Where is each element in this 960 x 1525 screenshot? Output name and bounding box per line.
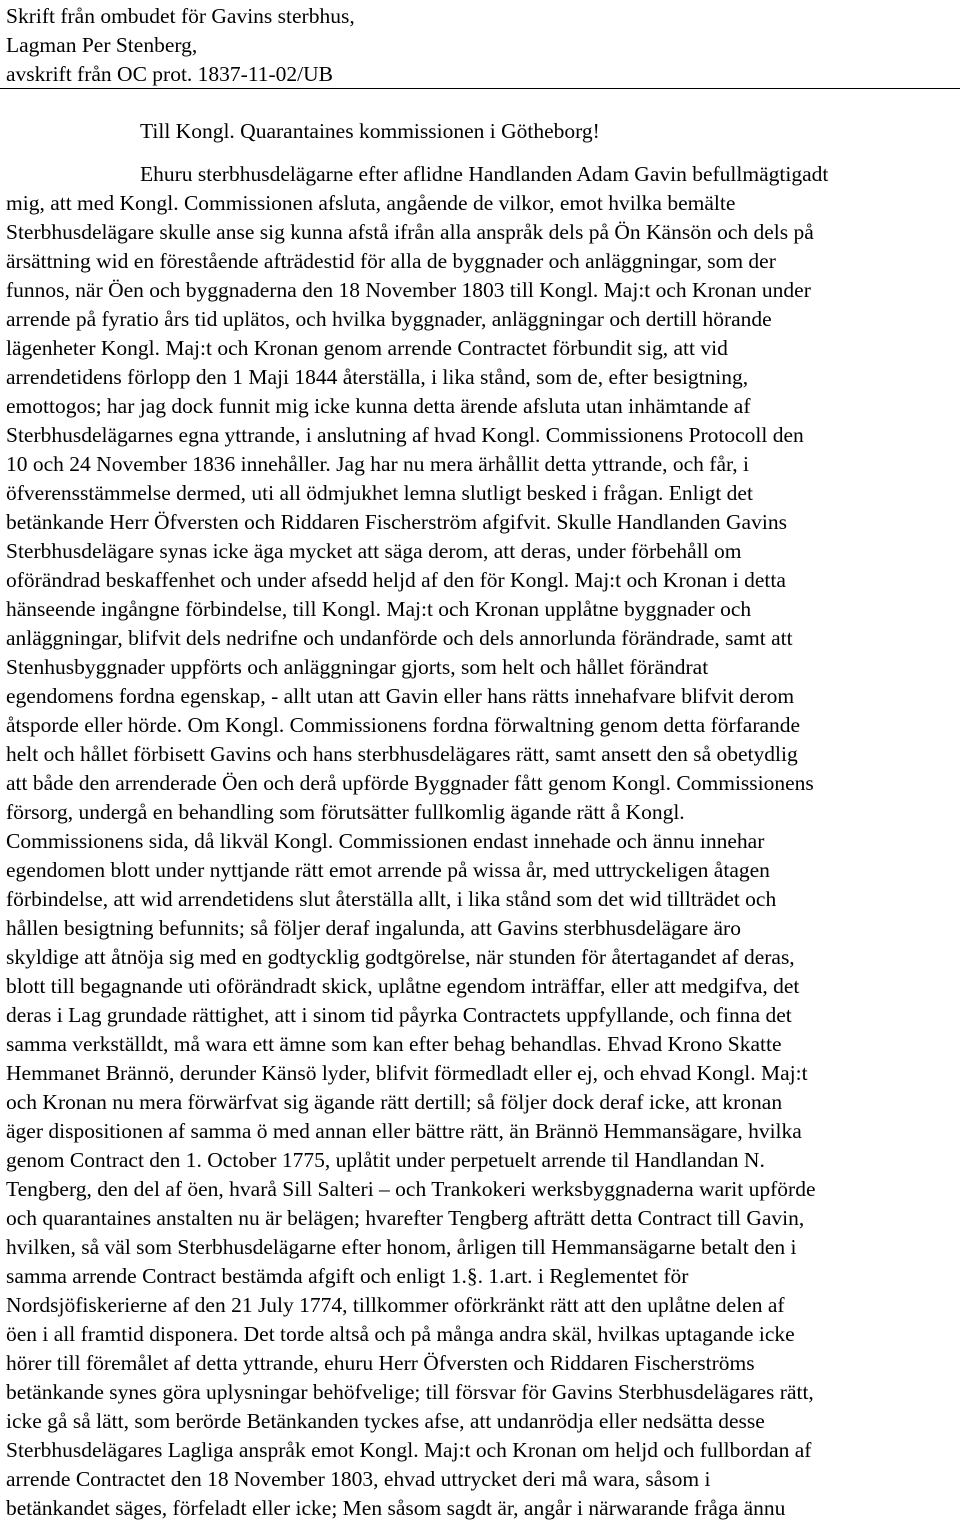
body-line: 10 och 24 November 1836 innehåller. Jag har nu mera ärhållit detta yttrande, och får, i <box>6 452 750 476</box>
body-line: hörer till föremålet af detta yttrande, ehuru Herr Öfversten och Riddaren Fischerströms <box>6 1351 755 1375</box>
body-line: lägenheter Kongl. Maj:t och Kronan genom arrende Contractet förbundit sig, att vid <box>6 336 728 360</box>
body-line: icke gå så lätt, som berörde Betänkanden tyckes afse, att undanrödja eller nedsätta desse <box>6 1409 765 1433</box>
header-divider <box>0 88 960 89</box>
body-line: Sterbhusdelägare skulle anse sig kunna afstå ifrån alla anspråk dels på Ön Känsön och dels på <box>6 220 814 244</box>
body-line: deras i Lag grundade rättighet, att i sinom tid påyrka Contractets uppfyllande, och finna det <box>6 1003 792 1027</box>
body-line: försorg, undergå en behandling som förutsätter fullkomlig ägande rätt å Kongl. <box>6 800 685 824</box>
body-line: betänkande Herr Öfversten och Riddaren Fischerström afgifvit. Skulle Handlanden Gavins <box>6 510 787 534</box>
body-line: betänkande synes göra uplysningar behöfvelige; till försvar för Gavins Sterbhusdelägares rätt, <box>6 1380 814 1404</box>
body-line: Tengberg, den del af öen, hvarå Sill Salteri – och Trankokeri werksbyggnaderna warit upförde <box>6 1177 816 1201</box>
body-line: betänkandet säges, förfeladt eller icke; Men såsom sagdt är, angår i närwarande fråga ännu <box>6 1496 786 1520</box>
body-line: helt och hållet förbisett Gavins och hans sterbhusdelägares rätt, samt ansett den så obetydlig <box>6 742 798 766</box>
body-line: Ehuru sterbhusdelägarne efter aflidne Handlanden Adam Gavin befullmägtigadt <box>140 162 829 186</box>
body-line: Sterbhusdelägarnes egna yttrande, i anslutning af hvad Kongl. Commissionens Protocoll den <box>6 423 804 447</box>
body-line: samma arrende Contract bestämda afgift och enligt 1.§. 1.art. i Reglementet för <box>6 1264 689 1288</box>
body-line: anläggningar, blifvit dels nedrifne och undanförde och dels annorlunda förändrade, samt att <box>6 626 793 650</box>
body-line: oförändrad beskaffenhet och under afsedd heljd af den för Kongl. Maj:t och Kronan i detta <box>6 568 786 592</box>
body-line: Nordsjöfiskerierne af den 21 July 1774, tillkommer oförkränkt rätt att den uplåtne delen af <box>6 1293 785 1317</box>
body-line: emottogos; har jag dock funnit mig icke kunna detta ärende afsluta utan inhämtande af <box>6 394 751 418</box>
body-line: att både den arrenderade Öen och derå upförde Byggnader fått genom Kongl. Commissionens <box>6 771 814 795</box>
body-line: arrende Contractet den 18 November 1803, ehvad uttrycket deri må wara, såsom i <box>6 1467 711 1491</box>
header-line: avskrift från OC prot. 1837-11-02/UB <box>6 62 334 86</box>
body-line: arrende på fyratio års tid uplätos, och hvilka byggnader, anläggningar och dertill hörande <box>6 307 772 331</box>
header-line: Skrift från ombudet för Gavins sterbhus, <box>6 4 355 28</box>
body-line: och Kronan nu mera förwärfvat sig ägande rätt dertill; så följer dock deraf icke, att kronan <box>6 1090 783 1114</box>
document-header <box>6 2 956 89</box>
body-line: hänseende ingångne förbindelse, till Kongl. Maj:t och Kronan upplåtne byggnader och <box>6 597 752 621</box>
letter-body <box>6 160 956 1523</box>
body-line: mig, att med Kongl. Commissionen afsluta, angående de vilkor, emot hvilka bemälte <box>6 191 736 215</box>
body-line: åtsporde eller hörde. Om Kongl. Commissionens fordna förwaltning genom detta förfarande <box>6 713 801 737</box>
body-line: ärsättning wid en förestående afträdestid för alla de byggnader och anläggningar, som der <box>6 249 776 273</box>
body-line: Stenhusbyggnader uppförts och anläggningar gjorts, som helt och hållet förändrat <box>6 655 709 679</box>
body-line: Commissionens sida, då likväl Kongl. Commissionen endast innehade och ännu innehar <box>6 829 765 853</box>
body-line: Hemmanet Brännö, derunder Känsö lyder, blifvit förmedladt eller ej, och ehvad Kongl. Maj:t <box>6 1061 808 1085</box>
addressee-line: Till Kongl. Quarantaines kommissionen i Götheborg! <box>140 119 600 143</box>
body-line: förbindelse, att wid arrendetidens slut återställa allt, i lika stånd som det wid tillträdet och <box>6 887 777 911</box>
body-line: genom Contract den 1. October 1775, uplåtit under perpetuelt arrende til Handlandan N. <box>6 1148 765 1172</box>
body-line: Sterbhusdelägares Lagliga anspråk emot Kongl. Maj:t och Kronan om heljd och fullbordan af <box>6 1438 812 1462</box>
body-line: egendomens fordna egenskap, - allt utan att Gavin eller hans rätts innehafvare blifvit derom <box>6 684 795 708</box>
body-line: äger dispositionen af samma ö med annan eller bättre rätt, än Brännö Hemmansägare, hvilka <box>6 1119 802 1143</box>
body-line: och quarantaines anstalten nu är belägen; hvarefter Tengberg afträtt detta Contract till Gavin, <box>6 1206 805 1230</box>
body-line: Sterbhusdelägare synas icke äga mycket att säga derom, att deras, under förbehåll om <box>6 539 742 563</box>
body-line: skyldige att åtnöja sig med en godtycklig godtgörelse, när stunden för återtagandet af deras, <box>6 945 795 969</box>
body-line: egendomen blott under nyttjande rätt emot arrende på wissa år, med uttryckeligen åtagen <box>6 858 770 882</box>
body-line: blott till begagnande uti oförändradt skick, uplåtne egendom inträffar, eller att medgifva, det <box>6 974 800 998</box>
body-line: öen i all framtid disponera. Det torde altså och på många andra skäl, hvilkas uptagande icke <box>6 1322 795 1346</box>
body-line: samma verkställdt, må wara ett ämne som kan efter behag behandlas. Ehvad Krono Skatte <box>6 1032 782 1056</box>
body-line: funnos, när Öen och byggnaderna den 18 November 1803 till Kongl. Maj:t och Kronan under <box>6 278 811 302</box>
body-line: hållen besigtning befunnits; så följer deraf ingalunda, att Gavins sterbhusdelägare äro <box>6 916 741 940</box>
body-line: öfverensstämmelse dermed, uti all ödmjukhet lemna slutligt besked i frågan. Enligt det <box>6 481 753 505</box>
header-line: Lagman Per Stenberg, <box>6 33 198 57</box>
body-line: arrendetidens förlopp den 1 Maji 1844 återställa, i lika stånd, som de, efter besigtning, <box>6 365 749 389</box>
body-line: hvilken, så väl som Sterbhusdelägarne efter honom, årligen till Hemmansägarne betalt den i <box>6 1235 797 1259</box>
